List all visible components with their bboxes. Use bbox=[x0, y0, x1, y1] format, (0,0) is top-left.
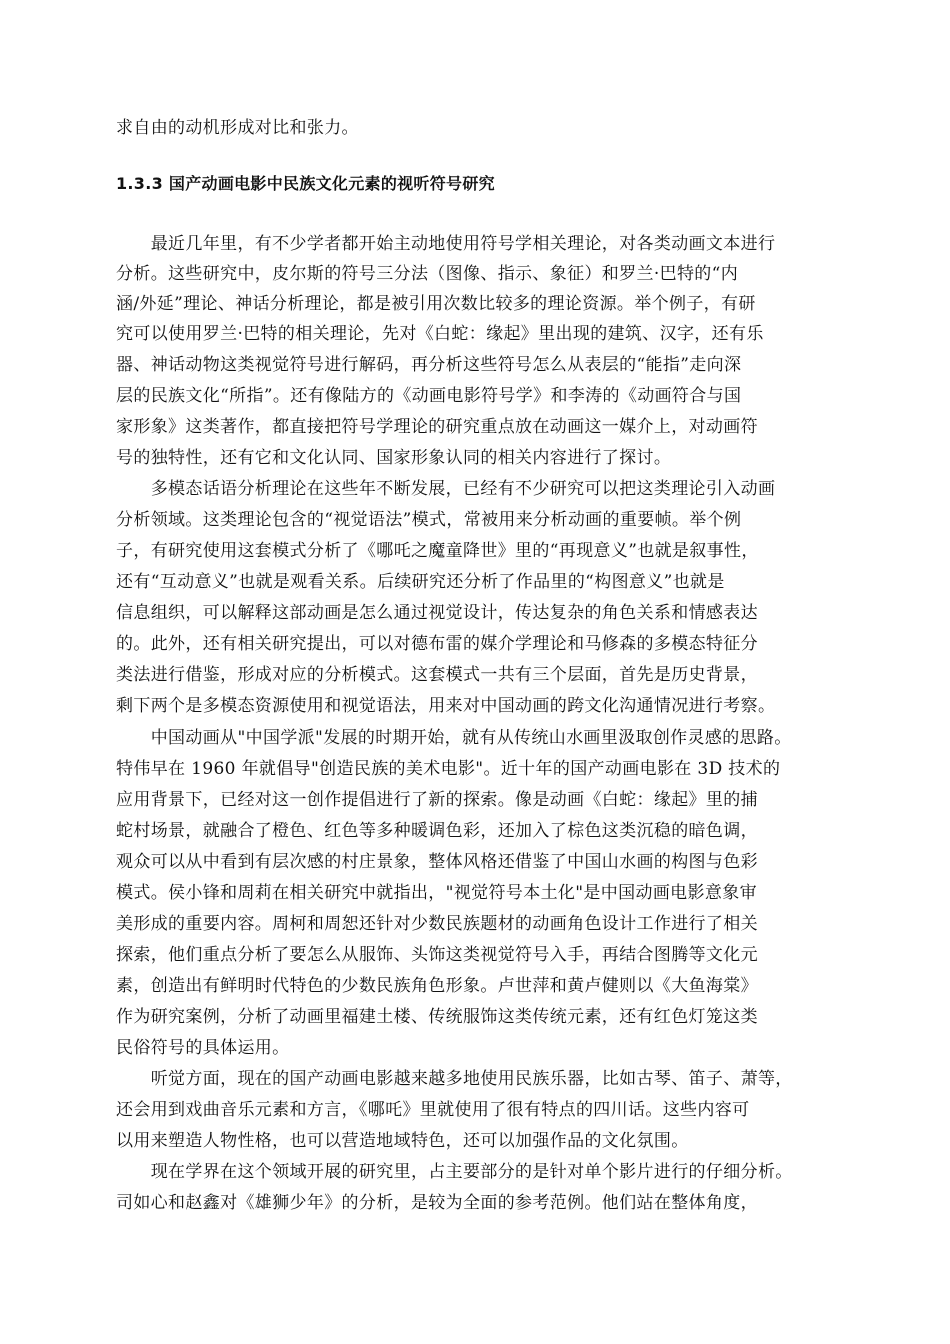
section-heading: 1.3.3 国产动画电影中民族文化元素的视听符号研究 bbox=[116, 174, 495, 193]
paragraph-line: 还有“互动意义”也就是观看关系。后续研究还分析了作品里的“构图意义”也就是 bbox=[116, 572, 725, 592]
paragraph-line: 剩下两个是多模态资源使用和视觉语法，用来对中国动画的跨文化沟通情况进行考察。 bbox=[116, 696, 776, 716]
paragraph-line: 民俗符号的具体运用。 bbox=[116, 1038, 290, 1058]
paragraph-line: 作为研究案例，分析了动画里福建土楼、传统服饰这类传统元素，还有红色灯笼这类 bbox=[116, 1007, 758, 1027]
paragraph-line: 子，有研究使用这套模式分析了《哪吒之魔童降世》里的“再现意义”也就是叙事性， bbox=[116, 541, 759, 561]
paragraph-line: 特伟早在 1960 年就倡导"创造民族的美术电影"。近十年的国产动画电影在 3D 技术的 bbox=[116, 759, 781, 779]
paragraph-line: 层的民族文化“所指”。还有像陆方的《动画电影符号学》和李涛的《动画符合与国 bbox=[116, 386, 742, 406]
paragraph-line: 多模态话语分析理论在这些年不断发展，已经有不少研究可以把这类理论引入动画 bbox=[116, 479, 776, 499]
paragraph-line: 现在学界在这个领域开展的研究里，占主要部分的是针对单个影片进行的仔细分析。 bbox=[116, 1162, 793, 1182]
paragraph-line: 器、神话动物这类视觉符号进行解码，再分析这些符号怎么从表层的“能指”走向深 bbox=[116, 355, 742, 375]
paragraph-line: 分析。这些研究中，皮尔斯的符号三分法（图像、指示、象征）和罗兰·巴特的“内 bbox=[116, 264, 739, 284]
paragraph-line: 最近几年里，有不少学者都开始主动地使用符号学相关理论，对各类动画文本进行 bbox=[116, 234, 776, 254]
paragraph-line: 司如心和赵鑫对《雄狮少年》的分析，是较为全面的参考范例。他们站在整体角度， bbox=[116, 1193, 758, 1213]
paragraph-line: 以用来塑造人物性格，也可以营造地域特色，还可以加强作品的文化氛围。 bbox=[116, 1131, 689, 1151]
paragraph-line: 听觉方面，现在的国产动画电影越来越多地使用民族乐器，比如古琴、笛子、萧等， bbox=[116, 1069, 793, 1089]
paragraph-line: 号的独特性，还有它和文化认同、国家形象认同的相关内容进行了探讨。 bbox=[116, 448, 672, 468]
paragraph-line: 探索，他们重点分析了要怎么从服饰、头饰这类视觉符号入手，再结合图腾等文化元 bbox=[116, 945, 758, 965]
continuation-line: 求自由的动机形成对比和张力。 bbox=[116, 118, 359, 138]
paragraph-line: 观众可以从中看到有层次感的村庄景象，整体风格还借鉴了中国山水画的构图与色彩 bbox=[116, 852, 758, 872]
paragraph-line: 的。此外，还有相关研究提出，可以对德布雷的媒介学理论和马修森的多模态特征分 bbox=[116, 634, 758, 654]
paragraph-line: 类法进行借鉴，形成对应的分析模式。这套模式一共有三个层面，首先是历史背景， bbox=[116, 665, 758, 685]
paragraph-line: 信息组织，可以解释这部动画是怎么通过视觉设计，传达复杂的角色关系和情感表达 bbox=[116, 603, 758, 623]
paragraph-line: 家形象》这类著作，都直接把符号学理论的研究重点放在动画这一媒介上，对动画符 bbox=[116, 417, 758, 437]
paragraph-line: 模式。侯小锋和周莉在相关研究中就指出，"视觉符号本土化"是中国动画电影意象审 bbox=[116, 883, 757, 903]
paragraph-line: 还会用到戏曲音乐元素和方言，《哪吒》里就使用了很有特点的四川话。这些内容可 bbox=[116, 1100, 750, 1120]
paragraph-line: 分析领域。这类理论包含的“视觉语法”模式，常被用来分析动画的重要帧。举个例 bbox=[116, 510, 742, 530]
paragraph-line: 涵/外延”理论、神话分析理论，都是被引用次数比较多的理论资源。举个例子，有研 bbox=[116, 294, 756, 314]
paragraph-line: 究可以使用罗兰·巴特的相关理论，先对《白蛇：缘起》里出现的建筑、汉字，还有乐 bbox=[116, 324, 764, 344]
paragraph-line: 蛇村场景，就融合了橙色、红色等多种暖调色彩，还加入了棕色这类沉稳的暗色调， bbox=[116, 821, 758, 841]
paragraph-line: 素，创造出有鲜明时代特色的少数民族角色形象。卢世萍和黄卢健则以《大鱼海棠》 bbox=[116, 976, 758, 996]
paragraph-line: 中国动画从"中国学派"发展的时期开始，就有从传统山水画里汲取创作灵感的思路。 bbox=[116, 728, 792, 748]
paragraph-line: 美形成的重要内容。周柯和周恕还针对少数民族题材的动画角色设计工作进行了相关 bbox=[116, 914, 758, 934]
paragraph-line: 应用背景下，已经对这一创作提倡进行了新的探索。像是动画《白蛇：缘起》里的捕 bbox=[116, 790, 758, 810]
